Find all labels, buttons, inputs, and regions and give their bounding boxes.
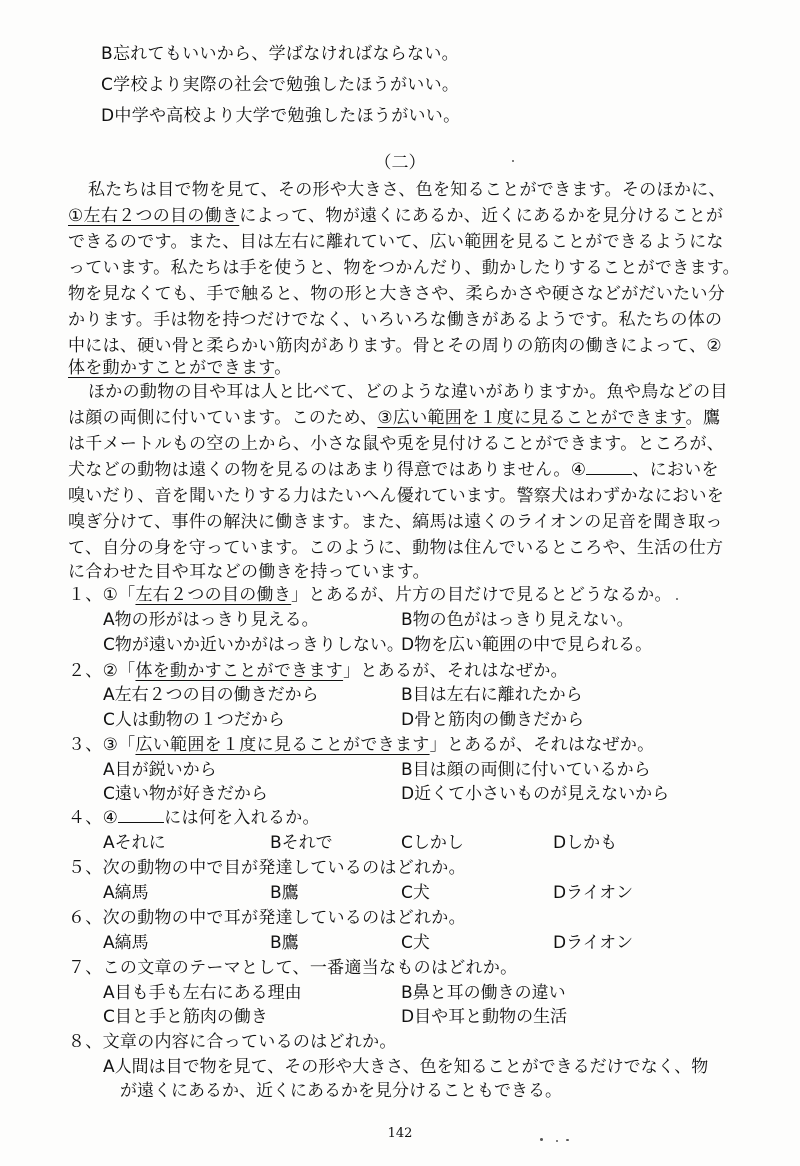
prev-option-b: B忘れてもいいから、学ばなければならない。 [101, 44, 459, 64]
prev-option-d: D中学や高校より大学で勉強したほうがいい。 [101, 106, 461, 126]
passage-line: 体を動かすことができます。 [68, 358, 292, 378]
question-7-stem: ７、この文章のテーマとして、一番適当なものはどれか。 [68, 958, 518, 978]
blank-4-question [118, 807, 164, 823]
question-6-stem: ６、次の動物の中で耳が発達しているのはどれか。 [68, 908, 466, 928]
q8-option-a-line2: が遠くにあるか、近くにあるかを見分けることもできる。 [120, 1081, 562, 1101]
q6-option-a: A縞馬 [103, 933, 149, 953]
q3-option-b: B目は顔の両側に付いているから [401, 760, 651, 780]
passage-line: 嗅ぎ分けて、事件の解決に働きます。また、縞馬は遠くのライオンの足音を聞き取っ [68, 512, 723, 532]
scan-speck [676, 598, 678, 600]
passage-line: ①左右２つの目の働きによって、物が遠くにあるか、近くにあるかを見分けることが [68, 206, 724, 226]
q4-option-b: Bそれで [270, 833, 333, 853]
page-number: 142 [387, 1126, 413, 1141]
question-3-stem: ３、③「広い範囲を１度に見ることができます」とあるが、それはなぜか。 [68, 735, 655, 755]
q5-option-c: C犬 [401, 883, 430, 903]
q2-option-c: C人は動物の１つだから [103, 710, 285, 730]
passage-line: 私たちは目で物を見て、その形や大きさ、色を知ることができます。そのほかに、 [88, 180, 726, 200]
q5-option-d: Dライオン [553, 883, 634, 903]
underlined-phrase-1: ①左右２つの目の働き [68, 206, 240, 226]
q8-option-a-line1: A人間は目で物を見て、その形や大きさ、色を知ることができるだけでなく、物 [103, 1057, 709, 1077]
q6-option-b: B鷹 [270, 933, 299, 953]
passage-line: できるのです。また、目は左右に離れていて、広い範囲を見ることができるようにな [68, 232, 724, 252]
question-5-stem: ５、次の動物の中で目が発達しているのはどれか。 [68, 858, 466, 878]
q3-option-c: C遠い物が好きだから [103, 784, 268, 804]
q7-option-d: D目や耳と動物の生活 [401, 1007, 568, 1027]
underlined-phrase-3: ③広い範囲を１度に見ることができます [377, 408, 686, 428]
passage-line: っています。私たちは手を使うと、物をつかんだり、動かしたりすることができます。 [68, 258, 740, 278]
q6-option-c: C犬 [401, 933, 430, 953]
passage-line: に合わせた目や耳などの働きを持っています。 [68, 562, 430, 582]
question-2-stem: ２、②「体を動かすことができます」とあるが、それはなぜか。 [68, 661, 568, 681]
passage-line: 犬などの動物は遠くの物を見るのはあまり得意ではありません。④ 、においを [68, 460, 719, 480]
question-1-stem: １、①「左右２つの目の働き」とあるが、片方の目だけで見るとどうなるか。 [68, 585, 672, 605]
question-8-stem: ８、文章の内容に合っているのはどれか。 [68, 1032, 397, 1052]
scan-speck [540, 1138, 543, 1141]
q1-option-d: D物を広い範囲の中で見られる。 [401, 635, 653, 655]
passage-line: は顔の両側に付いています。このため、③広い範囲を１度に見ることができます。鷹 [68, 408, 721, 428]
q1-option-b: B物の色がはっきり見えない。 [401, 610, 634, 630]
q2-option-b: B目は左右に離れたから [401, 685, 583, 705]
q1-option-c: C物が遠いか近いかがはっきりしない。 [103, 635, 404, 655]
prev-option-c: C学校より実際の社会で勉強したほうがいい。 [101, 75, 460, 95]
q6-option-d: Dライオン [553, 933, 634, 953]
q7-option-c: C目と手と筋肉の働き [103, 1007, 268, 1027]
q3-option-d: D近くて小さいものが見えないから [401, 784, 670, 804]
q4-option-d: Dしかも [553, 833, 618, 853]
scan-speck [512, 160, 514, 162]
section-title: （二） [374, 153, 426, 173]
question-4-stem: ４、④ には何を入れるか。 [68, 808, 320, 828]
blank-4 [586, 459, 632, 475]
scan-speck [566, 1139, 569, 1141]
underlined-phrase-2: 体を動かすことができます [68, 358, 275, 378]
passage-line: 物を見なくても、手で触ると、物の形と大きさや、柔らかさや硬さなどがだいたい分 [68, 284, 726, 304]
passage-line: て、自分の身を守っています。このように、動物は住んでいるところや、生活の仕方 [68, 538, 724, 558]
q4-option-c: Cしかし [401, 833, 464, 853]
passage-line: は千メートルもの空の上から、小さな鼠や兎を見付けることができます。ところが、 [68, 434, 725, 454]
passage-line: 中には、硬い骨と柔らかい筋肉があります。骨とその周りの筋肉の働きによって、② [68, 336, 722, 356]
q4-option-a: Aそれに [103, 833, 166, 853]
q2-option-d: D骨と筋肉の働きだから [401, 710, 585, 730]
q5-option-b: B鷹 [270, 883, 299, 903]
q1-option-a: A物の形がはっきり見える。 [103, 610, 319, 630]
q2-option-a: A左右２つの目の働きだから [103, 685, 319, 705]
q5-option-a: A縞馬 [103, 883, 149, 903]
passage-line: 嗅いだり、音を聞いたりする力はたいへん優れています。警察犬はわずかなにおいを [68, 486, 725, 506]
q3-option-a: A目が鋭いから [103, 760, 217, 780]
passage-line: かります。手は物を持つだけでなく、いろいろな働きがあるようです。私たちの体の [68, 310, 723, 330]
q7-option-a: A目も手も左右にある理由 [103, 983, 302, 1003]
passage-line: ほかの動物の目や耳は人と比べて、どのような違いがありますか。魚や鳥などの目 [88, 382, 728, 402]
q7-option-b: B鼻と耳の働きの違い [401, 983, 566, 1003]
scan-speck [556, 1140, 558, 1142]
